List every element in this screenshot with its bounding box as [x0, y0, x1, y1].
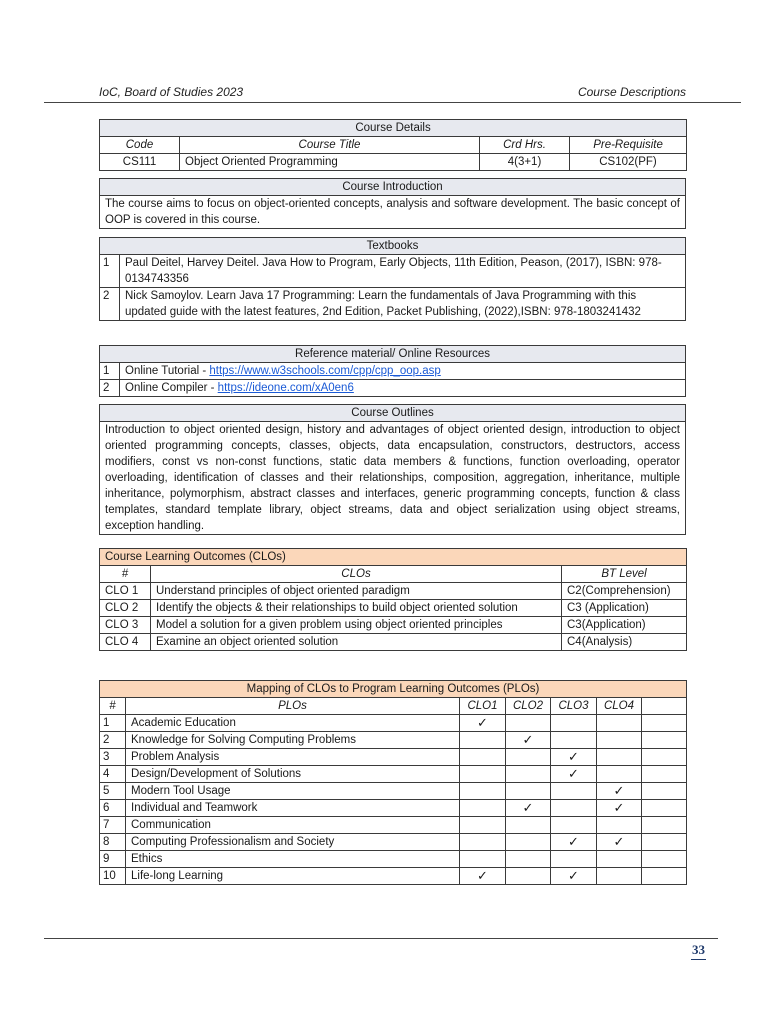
clo2-check-cell: ✓: [506, 732, 551, 749]
outlines-title: Course Outlines: [100, 405, 686, 422]
clo4-check-cell: ✓: [597, 834, 642, 851]
textbook-number: 2: [100, 288, 120, 321]
course-title: Object Oriented Programming: [180, 154, 480, 171]
clo-bt-level: C4(Analysis): [562, 634, 687, 651]
col-course-title: Course Title: [180, 137, 480, 154]
plo-row: [100, 800, 687, 817]
col-plos: PLOs: [126, 698, 460, 715]
col-bt-level: BT Level: [562, 566, 687, 583]
clo2-check-cell: [506, 766, 551, 783]
clo4-check-cell: [597, 766, 642, 783]
plo-name: Knowledge for Solving Computing Problems: [126, 732, 460, 749]
empty-cell: [642, 834, 687, 851]
empty-cell: [642, 749, 687, 766]
clo3-check-cell: ✓: [551, 749, 597, 766]
plo-name: Life-long Learning: [126, 868, 460, 885]
empty-cell: [642, 766, 687, 783]
textbook-number: 1: [100, 255, 120, 288]
plo-number: 4: [100, 766, 126, 783]
plo-name: Communication: [126, 817, 460, 834]
plo-name: Computing Professionalism and Society: [126, 834, 460, 851]
plo-number: 9: [100, 851, 126, 868]
clo3-check-cell: [551, 851, 597, 868]
plo-name: Modern Tool Usage: [126, 783, 460, 800]
plo-name: Individual and Teamwork: [126, 800, 460, 817]
textbooks-title: Textbooks: [100, 238, 686, 255]
clo-row: [100, 634, 687, 651]
clo1-check-cell: ✓: [460, 868, 506, 885]
textbook-entry: Paul Deitel, Harvey Deitel. Java How to Program, Early Objects, 11th Edition, Peason, (2017), ISBN: 978-0134743356: [120, 255, 686, 288]
col-empty: [642, 698, 687, 715]
reference-label: Online Tutorial -: [125, 365, 210, 377]
course-intro-table: [99, 178, 686, 229]
clos-title: Course Learning Outcomes (CLOs): [100, 549, 687, 566]
clo3-check-cell: ✓: [551, 834, 597, 851]
course-intro-title: Course Introduction: [100, 179, 686, 196]
clo2-check-cell: [506, 851, 551, 868]
plo-name: Problem Analysis: [126, 749, 460, 766]
clo4-check-cell: [597, 817, 642, 834]
clo4-check-cell: ✓: [597, 800, 642, 817]
textbook-entry: Nick Samoylov. Learn Java 17 Programming: Learn the fundamentals of Java Programming with this updated guide with the latest features, 2nd Edition, Packet Publishing, (2022),ISBN: 978-1803241432: [120, 288, 686, 321]
plo-row: [100, 732, 687, 749]
course-credit-hours: 4(3+1): [480, 154, 570, 171]
clo-bt-level: C2(Comprehension): [562, 583, 687, 600]
clo2-check-cell: ✓: [506, 800, 551, 817]
empty-cell: [642, 715, 687, 732]
clo1-check-cell: [460, 732, 506, 749]
plo-name: Academic Education: [126, 715, 460, 732]
plo-mapping-table: [99, 680, 687, 885]
clo3-check-cell: [551, 817, 597, 834]
clo1-check-cell: [460, 851, 506, 868]
clo4-check-cell: [597, 732, 642, 749]
course-details-table: [99, 119, 687, 171]
empty-cell: [642, 800, 687, 817]
clo1-check-cell: [460, 800, 506, 817]
plo-name: Design/Development of Solutions: [126, 766, 460, 783]
clo1-check-cell: [460, 766, 506, 783]
clo3-check-cell: [551, 715, 597, 732]
course-details-title: Course Details: [100, 120, 687, 137]
references-table: [99, 345, 686, 397]
reference-entry: [120, 380, 686, 397]
clo-text: Examine an object oriented solution: [151, 634, 562, 651]
clo4-check-cell: ✓: [597, 783, 642, 800]
clo-row: [100, 600, 687, 617]
clo4-check-cell: [597, 715, 642, 732]
plo-row: [100, 834, 687, 851]
clo-bt-level: C3 (Application): [562, 600, 687, 617]
plo-number: 5: [100, 783, 126, 800]
clo1-check-cell: [460, 749, 506, 766]
reference-number: 1: [100, 363, 120, 380]
clo2-check-cell: [506, 783, 551, 800]
plo-row: [100, 749, 687, 766]
clo-text: Model a solution for a given problem using object oriented principles: [151, 617, 562, 634]
textbooks-table: [99, 237, 686, 321]
col-credit-hours: Crd Hrs.: [480, 137, 570, 154]
clo2-check-cell: [506, 715, 551, 732]
clo4-check-cell: [597, 749, 642, 766]
clo3-check-cell: ✓: [551, 868, 597, 885]
col-code: Code: [100, 137, 180, 154]
empty-cell: [642, 851, 687, 868]
clo2-check-cell: [506, 868, 551, 885]
empty-cell: [642, 817, 687, 834]
references-title: Reference material/ Online Resources: [100, 346, 686, 363]
empty-cell: [642, 732, 687, 749]
col-clo-number: #: [100, 566, 151, 583]
plo-number: 2: [100, 732, 126, 749]
clo3-check-cell: ✓: [551, 766, 597, 783]
plo-name: Ethics: [126, 851, 460, 868]
clo-text: Understand principles of object oriented paradigm: [151, 583, 562, 600]
footer-rule: [44, 938, 718, 939]
page-number: 33: [691, 942, 706, 960]
plo-number: 8: [100, 834, 126, 851]
clos-table: [99, 548, 687, 651]
header-section: Course Descriptions: [577, 85, 686, 99]
clo1-check-cell: [460, 783, 506, 800]
clo-id: CLO 4: [100, 634, 151, 651]
outlines-text: Introduction to object oriented design, history and advantages of object oriented design, introduction to object oriented programming concepts, classes, objects, data encapsulation, constructors, destructors, access modifiers, const vs non-const functions, static data members & functions, function overloading, operator overloading, identification of classes and their relationships, composition, aggregation, inheritance, multiple inheritance, polymorphism, abstract classes and interfaces, generic programming concepts, function & class templates, standard template library, object streams, data and object serialization using object streams, exception handling.: [100, 422, 686, 535]
col-clo-description: CLOs: [151, 566, 562, 583]
col-clo3: CLO3: [551, 698, 597, 715]
clo1-check-cell: ✓: [460, 715, 506, 732]
course-intro-text: The course aims to focus on object-oriented concepts, analysis and software development. The basic concept of OOP is covered in this course.: [100, 196, 686, 229]
col-clo1: CLO1: [460, 698, 506, 715]
plo-row: [100, 868, 687, 885]
clo-row: [100, 583, 687, 600]
plo-row: [100, 817, 687, 834]
plo-number: 1: [100, 715, 126, 732]
plo-row: [100, 715, 687, 732]
reference-link-ideone[interactable]: https://ideone.com/xA0en6: [217, 382, 354, 394]
col-clo4: CLO4: [597, 698, 642, 715]
plo-mapping-title: Mapping of CLOs to Program Learning Outcomes (PLOs): [100, 681, 687, 698]
outlines-table: [99, 404, 686, 535]
clo1-check-cell: [460, 834, 506, 851]
clo2-check-cell: [506, 834, 551, 851]
col-prerequisite: Pre-Requisite: [570, 137, 687, 154]
course-code: CS111: [100, 154, 180, 171]
plo-number: 7: [100, 817, 126, 834]
clo-id: CLO 1: [100, 583, 151, 600]
clo3-check-cell: [551, 732, 597, 749]
reference-label: Online Compiler -: [125, 382, 218, 394]
clo4-check-cell: [597, 851, 642, 868]
reference-link-w3schools[interactable]: https://www.w3schools.com/cpp/cpp_oop.asp: [209, 365, 441, 377]
clo2-check-cell: [506, 817, 551, 834]
reference-entry: [120, 363, 686, 380]
plo-number: 6: [100, 800, 126, 817]
col-plo-number: #: [100, 698, 126, 715]
header-institution: IoC, Board of Studies 2023: [99, 85, 244, 99]
plo-row: [100, 783, 687, 800]
course-prerequisite: CS102(PF): [570, 154, 687, 171]
clo3-check-cell: [551, 783, 597, 800]
plo-number: 10: [100, 868, 126, 885]
clo-id: CLO 3: [100, 617, 151, 634]
plo-row: [100, 766, 687, 783]
clo1-check-cell: [460, 817, 506, 834]
plo-row: [100, 851, 687, 868]
clo-bt-level: C3(Application): [562, 617, 687, 634]
empty-cell: [642, 783, 687, 800]
plo-number: 3: [100, 749, 126, 766]
col-clo2: CLO2: [506, 698, 551, 715]
clo-text: Identify the objects & their relationships to build object oriented solution: [151, 600, 562, 617]
empty-cell: [642, 868, 687, 885]
clo2-check-cell: [506, 749, 551, 766]
clo-row: [100, 617, 687, 634]
header-rule: [44, 102, 741, 103]
clo-id: CLO 2: [100, 600, 151, 617]
reference-number: 2: [100, 380, 120, 397]
clo3-check-cell: [551, 800, 597, 817]
clo4-check-cell: [597, 868, 642, 885]
